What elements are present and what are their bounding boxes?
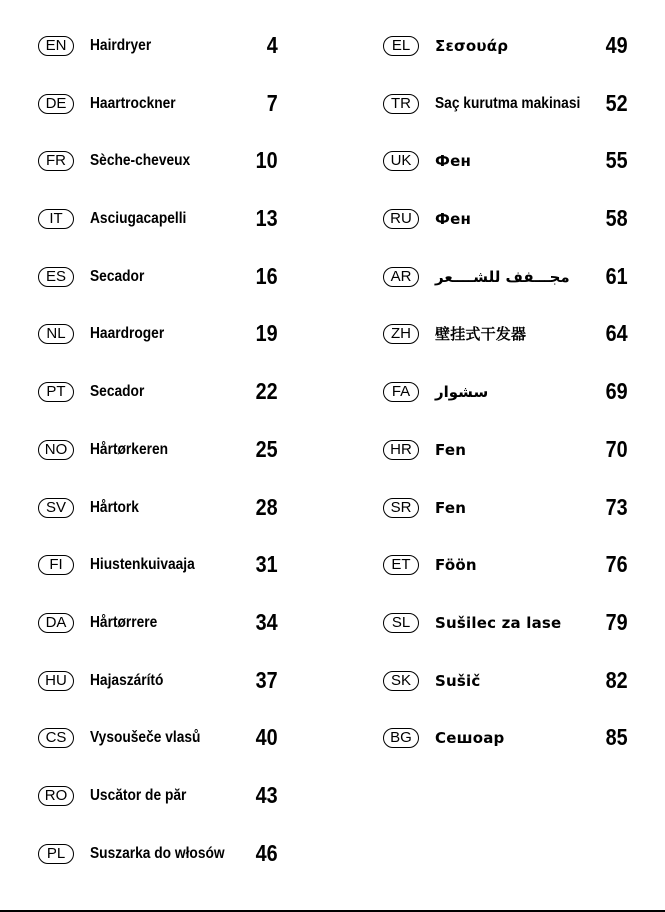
language-entry-nl[interactable]: [38, 318, 278, 376]
page-number: 70: [605, 435, 628, 462]
language-code-badge: DA: [38, 613, 74, 633]
page-number: 28: [255, 493, 278, 520]
page-number: 79: [605, 608, 628, 635]
language-entry-et[interactable]: [383, 549, 628, 607]
language-entry-bg[interactable]: [383, 722, 628, 780]
language-label: Sušilec za lase: [435, 613, 562, 632]
language-code-badge: HU: [38, 671, 74, 691]
language-entry-sv[interactable]: [38, 492, 278, 550]
page-number: 4: [266, 32, 278, 58]
language-label: Uscător de păr: [90, 786, 187, 804]
language-label: Secador: [90, 383, 145, 401]
language-label: Asciugacapelli: [90, 210, 187, 228]
language-entry-tr[interactable]: [383, 88, 628, 146]
language-entry-ru[interactable]: [383, 203, 628, 261]
page-number: 43: [255, 781, 278, 808]
language-code-badge: RO: [38, 786, 74, 806]
language-label: Фен: [435, 152, 472, 171]
language-entry-ar[interactable]: [383, 261, 628, 319]
language-label: Secador: [90, 267, 145, 285]
language-code-badge: FA: [383, 382, 419, 402]
language-entry-it[interactable]: [38, 203, 278, 261]
page-number: 58: [605, 205, 628, 232]
page-number: 16: [255, 262, 278, 289]
page-number: 61: [605, 262, 628, 289]
language-code-badge: CS: [38, 728, 74, 748]
page-number: 64: [605, 320, 628, 347]
language-code-badge: ZH: [383, 324, 419, 344]
language-entry-sk[interactable]: [383, 665, 628, 723]
language-entry-de[interactable]: [38, 88, 278, 146]
language-code-badge: TR: [383, 94, 419, 114]
language-entry-el[interactable]: [383, 30, 628, 88]
language-label: Hairdryer: [90, 37, 152, 54]
page-number: 85: [605, 724, 628, 751]
page-number: 52: [605, 89, 628, 116]
page-number: 34: [255, 608, 278, 635]
language-code-badge: SR: [383, 498, 419, 518]
language-label: مجـــفف للشــــعر: [435, 267, 570, 286]
language-label: Hårtørrere: [90, 613, 158, 631]
language-label: Haardroger: [90, 325, 165, 343]
language-code-badge: ES: [38, 267, 74, 287]
page-number: 10: [255, 147, 278, 174]
language-label: Haartrockner: [90, 94, 176, 112]
language-entry-uk[interactable]: [383, 145, 628, 203]
language-label: سشوار: [435, 383, 489, 402]
page-number: 55: [605, 147, 628, 174]
language-code-badge: NO: [38, 440, 74, 460]
language-entry-es[interactable]: [38, 261, 278, 319]
page-number: 69: [605, 378, 628, 405]
language-entry-hu[interactable]: [38, 665, 278, 723]
page-number: 7: [266, 89, 278, 116]
language-entry-pl[interactable]: [38, 838, 278, 896]
language-label: Vysoušeče vlasů: [90, 729, 201, 747]
language-code-badge: FI: [38, 555, 74, 575]
language-code-badge: HR: [383, 440, 419, 460]
language-label: Föön: [435, 556, 477, 575]
language-label: Hajaszárító: [90, 671, 164, 689]
language-code-badge: SK: [383, 671, 419, 691]
language-entry-fi[interactable]: [38, 549, 278, 607]
language-code-badge: IT: [38, 209, 74, 229]
page-number: 37: [255, 666, 278, 693]
language-entry-da[interactable]: [38, 607, 278, 665]
language-entry-ro[interactable]: [38, 780, 278, 838]
page-number: 31: [255, 551, 278, 578]
language-label: 壁挂式干发器: [435, 325, 527, 344]
page-number: 82: [605, 666, 628, 693]
language-code-badge: PT: [38, 382, 74, 402]
page-number: 13: [255, 205, 278, 232]
language-label: Hårtørkeren: [90, 440, 169, 458]
language-entry-sr[interactable]: [383, 492, 628, 550]
language-code-badge: SL: [383, 613, 419, 633]
left-column: [38, 30, 278, 895]
language-entry-zh[interactable]: [383, 318, 628, 376]
page-number: 46: [255, 839, 278, 866]
language-entry-fa[interactable]: [383, 376, 628, 434]
language-entry-no[interactable]: [38, 434, 278, 492]
language-code-badge: DE: [38, 94, 74, 114]
language-label: Hiustenkuivaaja: [90, 556, 195, 574]
language-entry-fr[interactable]: [38, 145, 278, 203]
page-number: 73: [605, 493, 628, 520]
language-code-badge: ET: [383, 555, 419, 575]
language-code-badge: AR: [383, 267, 419, 287]
language-code-badge: NL: [38, 324, 74, 344]
language-code-badge: BG: [383, 728, 419, 748]
language-label: Σεσουάρ: [435, 37, 509, 55]
language-entry-sl[interactable]: [383, 607, 628, 665]
language-code-badge: EL: [383, 36, 419, 56]
page-number: 22: [255, 378, 278, 405]
page-number: 49: [605, 32, 628, 58]
language-code-badge: EN: [38, 36, 74, 56]
language-label: Сешоар: [435, 729, 505, 748]
language-label: Saç kurutma makinasi: [435, 94, 581, 112]
language-label: Hårtork: [90, 498, 139, 516]
language-label: Fen: [435, 498, 467, 517]
language-label: Sèche-cheveux: [90, 152, 191, 170]
language-code-badge: RU: [383, 209, 419, 229]
language-label: Фен: [435, 210, 472, 229]
language-label: Sušič: [435, 671, 481, 690]
language-label: Fen: [435, 440, 467, 459]
language-entry-hr[interactable]: [383, 434, 628, 492]
language-entry-cs[interactable]: [38, 722, 278, 780]
language-code-badge: PL: [38, 844, 74, 864]
page-number: 19: [255, 320, 278, 347]
language-entry-pt[interactable]: [38, 376, 278, 434]
language-code-badge: UK: [383, 151, 419, 171]
page-number: 40: [255, 724, 278, 751]
language-code-badge: SV: [38, 498, 74, 518]
page-number: 76: [605, 551, 628, 578]
right-column: [383, 30, 628, 780]
language-label: Suszarka do włosów: [90, 844, 225, 862]
page-number: 25: [255, 435, 278, 462]
language-code-badge: FR: [38, 151, 74, 171]
language-entry-en[interactable]: [38, 30, 278, 88]
